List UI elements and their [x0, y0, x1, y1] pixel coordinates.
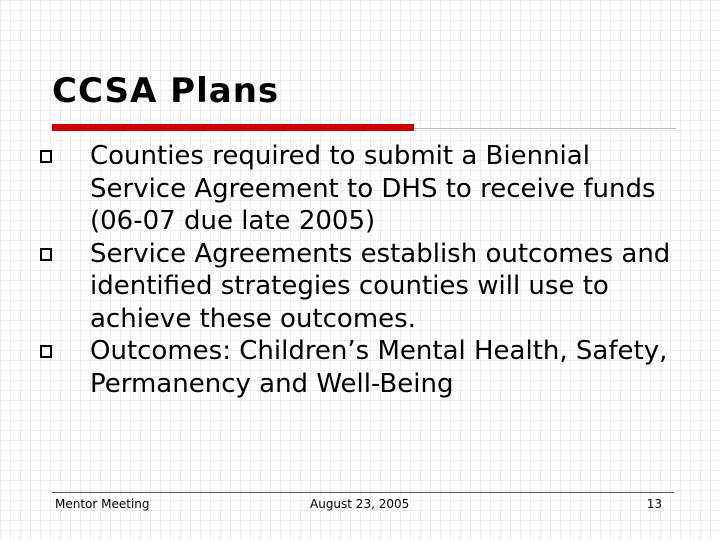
- footer-event-name: Mentor Meeting: [55, 497, 150, 511]
- bullet-item-3: [40, 335, 690, 400]
- footer-page-number: 13: [646, 497, 662, 511]
- slide-footer: [52, 492, 674, 517]
- hollow-square-bullet-icon: [40, 248, 52, 261]
- hollow-square-bullet-icon: [40, 345, 52, 358]
- hollow-square-bullet-icon: [40, 150, 52, 163]
- bullet-list: [40, 140, 690, 400]
- bullet-item-2: [40, 238, 690, 336]
- bullet-text-1: Counties required to submit a Biennial Service Agreement to DHS to receive funds (06-07 due late 2005): [90, 141, 656, 236]
- bullet-text-2: Service Agreements establish outcomes and identified strategies counties will use to achieve these outcomes.: [90, 238, 671, 334]
- footer-date: August 23, 2005: [310, 497, 410, 511]
- bullet-text-3: Outcomes: Children’s Mental Health, Safety, Permanency and Well-Being: [90, 336, 668, 399]
- bullet-item-1: [40, 140, 690, 238]
- title-accent-bar: [52, 124, 414, 131]
- slide-title: CCSA Plans: [52, 71, 280, 111]
